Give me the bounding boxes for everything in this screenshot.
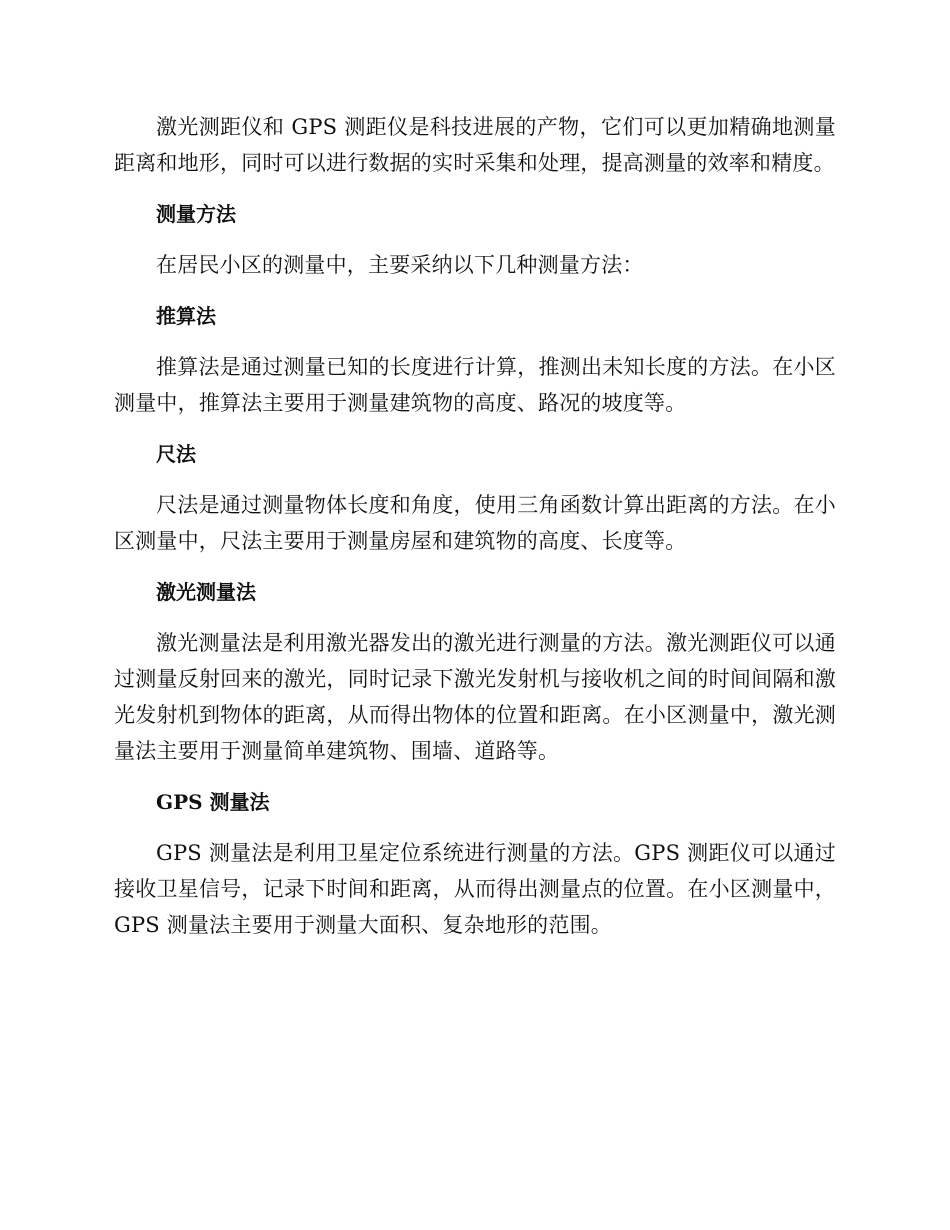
section-heading-methods: 测量方法 — [156, 202, 236, 226]
intro-paragraph: 激光测距仪和 GPS 测距仪是科技进展的产物，它们可以更加精确地测量距离和地形，同时可以进行数据的实时采集和处理，提高测量的效率和精度。 — [114, 115, 836, 175]
method-paragraph-estimation: 推算法是通过测量已知的长度进行计算，推测出未知长度的方法。在小区测量中，推算法主要用于测量建筑物的高度、路况的坡度等。 — [114, 355, 836, 415]
method-paragraph-ruler: 尺法是通过测量物体长度和角度，使用三角函数计算出距离的方法。在小区测量中，尺法主要用于测量房屋和建筑物的高度、长度等。 — [114, 493, 836, 553]
method-heading-ruler: 尺法 — [156, 442, 196, 466]
method-paragraph-laser: 激光测量法是利用激光器发出的激光进行测量的方法。激光测距仪可以通过测量反射回来的激光，同时记录下激光发射机与接收机之间的时间间隔和激光发射机到物体的距离，从而得出物体的位置和距离。在小区测量中，激光测量法主要用于测量简单建筑物、围墙、道路等。 — [114, 631, 836, 763]
method-heading-estimation: 推算法 — [156, 304, 216, 328]
method-paragraph-gps: GPS 测量法是利用卫星定位系统进行测量的方法。GPS 测距仪可以通过接收卫星信号，记录下时间和距离，从而得出测量点的位置。在小区测量中，GPS 测量法主要用于测量大面积、复杂地形的范围。 — [114, 841, 836, 937]
method-heading-laser: 激光测量法 — [156, 580, 256, 604]
document-content — [114, 109, 836, 943]
method-heading-gps: GPS 测量法 — [156, 790, 270, 814]
section-intro-paragraph: 在居民小区的测量中，主要采纳以下几种测量方法： — [156, 253, 644, 277]
